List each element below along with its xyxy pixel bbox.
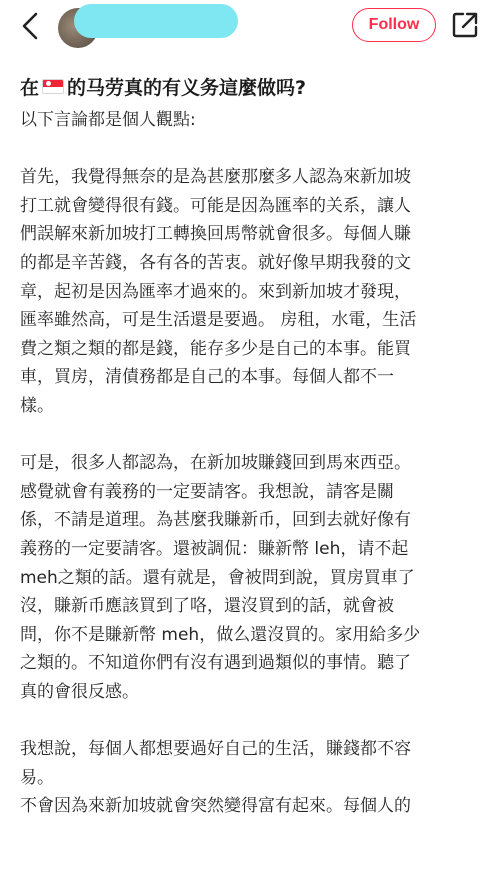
- paragraph-line: 首先，我覺得無奈的是為甚麼那麼多人認為來新加坡: [20, 167, 411, 188]
- paragraph-line: 之類的。不知道你們有沒有遇到過類似的事情。聽了: [20, 653, 411, 674]
- paragraph-spacer: [20, 421, 482, 450]
- paragraph-line: 打工就會變得很有錢。可能是因為匯率的关系，讓人: [20, 195, 411, 216]
- paragraph-line: 係，不請是道理。為甚麼我賺新币，回到去就好像有: [20, 510, 411, 531]
- singapore-flag-icon: [42, 79, 64, 94]
- paragraph-line: 以下言論都是個人觀點:: [20, 110, 196, 130]
- paragraph-line: 們誤解來新加坡打工轉換回馬幣就會很多。每個人賺: [20, 224, 411, 245]
- paragraph-line: 沒，賺新币應該買到了咯，還沒買到的話，就會被: [20, 596, 394, 617]
- post-body: [20, 106, 482, 821]
- title-prefix: 在: [20, 77, 40, 99]
- post-title: [20, 73, 306, 100]
- title-text: 的马劳真的有义务這麼做吗?: [67, 77, 307, 99]
- paragraph-line: 費之類之類的都是錢，能存多少是自己的本事。能買: [20, 338, 411, 359]
- paragraph-line: 樣。: [20, 395, 54, 416]
- share-icon[interactable]: [450, 10, 480, 40]
- paragraph-line: 我想說，每個人都想要過好自己的生活，賺錢都不容: [20, 739, 411, 760]
- paragraph-line: 可是，很多人都認為，在新加坡賺錢回到馬來西亞。: [20, 453, 411, 474]
- paragraph-line: 易。: [20, 767, 54, 788]
- paragraph-spacer: [20, 706, 482, 735]
- chevron-left-icon[interactable]: [14, 8, 50, 44]
- paragraph-line: 章，起初是因為匯率才過來的。來到新加坡才發現，: [20, 281, 411, 302]
- paragraph-line: 真的會很反感。: [20, 681, 139, 702]
- paragraph: [20, 106, 482, 135]
- paragraph: [20, 792, 482, 821]
- paragraph: [20, 163, 482, 420]
- paragraph: [20, 449, 482, 706]
- paragraph-line: 感覺就會有義務的一定要請客。我想說，請客是關: [20, 481, 394, 502]
- paragraph: [20, 735, 482, 792]
- username-redaction: [74, 4, 238, 38]
- paragraph-spacer: [20, 135, 482, 164]
- paragraph-line: 的都是辛苦錢，各有各的苦衷。就好像早期我發的文: [20, 252, 411, 273]
- paragraph-line: 義務的一定要請客。還被調侃：賺新幣 leh，请不起: [20, 538, 409, 559]
- top-bar: [0, 0, 497, 52]
- paragraph-line: 匯率雖然高，可是生活還是要過。 房租，水電，生活: [20, 310, 417, 331]
- paragraph-line: meh之類的話。還有就是，會被問到說，買房買車了: [20, 567, 415, 588]
- paragraph-line: 不會因為來新加坡就會突然變得富有起來。每個人的: [20, 796, 411, 817]
- follow-button[interactable]: Follow: [352, 8, 436, 42]
- paragraph-line: 問，你不是賺新幣 meh，做么還沒買的。家用給多少: [20, 624, 421, 645]
- paragraph-line: 車，買房，清債務都是自己的本事。每個人都不一: [20, 367, 394, 388]
